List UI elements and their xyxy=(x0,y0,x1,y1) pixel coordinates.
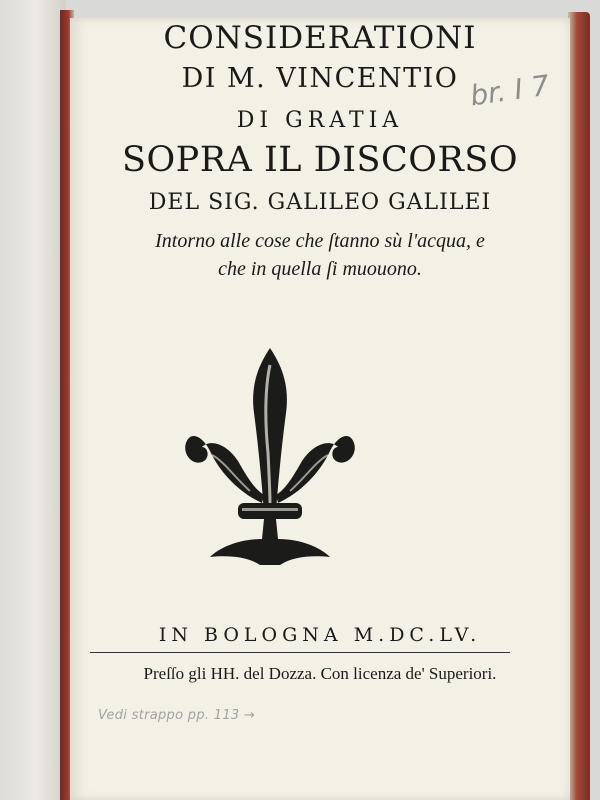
imprint-rule xyxy=(90,652,510,653)
left-page xyxy=(0,0,66,800)
subject-line: SOPRA IL DISCORSO xyxy=(121,140,519,180)
author-surname-line: DI GRATIA xyxy=(236,108,404,133)
title-page xyxy=(70,18,570,800)
pencil-note: Vedi strappo pp. 113 → xyxy=(98,708,256,723)
imprint-line: IN BOLOGNA M.DC.LV. xyxy=(158,624,482,646)
galileo-line: DEL SIG. GALILEO GALILEI xyxy=(148,190,492,215)
title-line-1: CONSIDERATIONI xyxy=(163,20,477,56)
publisher-line: Preſſo gli HH. del Dozza. Con licenza de' Superiori. xyxy=(143,664,497,683)
handwritten-shelfmark: br. I 7 xyxy=(468,68,552,113)
book-cover-edge xyxy=(568,12,590,800)
subtitle-line-2: che in quella ſi muouono. xyxy=(218,258,422,280)
fleur-de-lis-icon xyxy=(180,343,360,573)
author-line: DI M. VINCENTIO xyxy=(181,63,459,94)
subtitle-line-1: Intorno alle cose che ſtanno sù l'acqua, e xyxy=(155,230,485,252)
